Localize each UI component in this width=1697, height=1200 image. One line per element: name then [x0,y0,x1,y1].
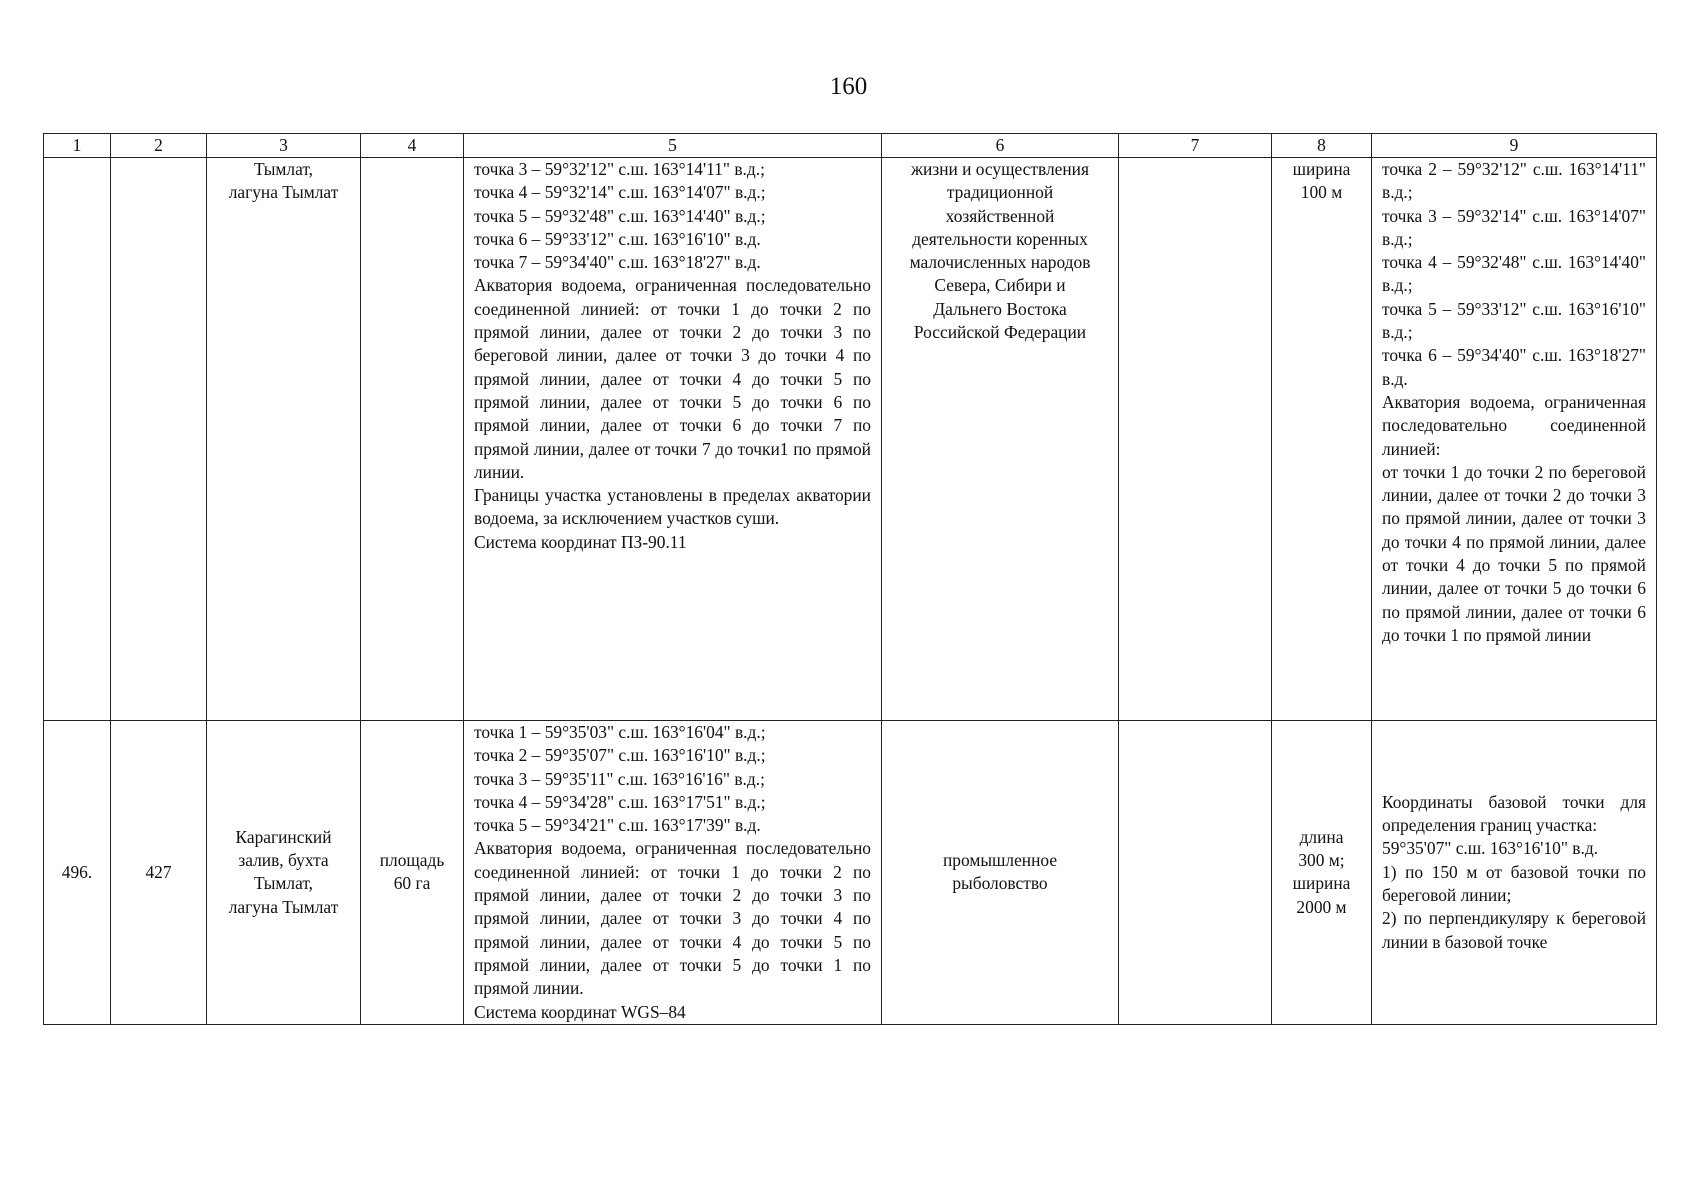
page-number: 160 [829,73,868,100]
boundary-description: Акватория водоема, ограниченная последовательно соединенной линией: [1382,391,1646,459]
boundary-coordinates-cell [464,158,882,721]
boundary-description: Акватория водоема, ограниченная последовательно соединенной линией: от точки 1 до точки 2 по прямой линии, далее от точки 2 до точки 3 по береговой линии, далее от точки 3 до точки 4 по прямой линии, далее от точки 4 до точки 5 по прямой линии, далее от точки 5 до точки 6 по прямой линии, далее от точки 6 до точки 7 по прямой линии, далее от точки 7 до точки1 по прямой линии. [474,275,871,482]
coordinate-point: точка 1 – 59°35'03" с.ш. 163°16'04" в.д.; [474,722,766,742]
row-number-cell: 496. [44,721,111,1025]
column-header-4: 4 [361,134,464,158]
table-row [44,721,1657,1025]
base-point-intro: Координаты базовой точки для определения границ участка: [1382,791,1646,836]
row-number-cell [44,158,111,721]
column-header-7: 7 [1119,134,1272,158]
coordinate-point: точка 5 – 59°33'12" с.ш. 163°16'10" в.д.; [1382,298,1646,343]
coordinate-system: Система координат WGS–84 [474,1001,686,1022]
column-header-3: 3 [207,134,361,158]
boundary-rule: 1) по 150 м от базовой точки по береговой линии; [1382,861,1646,906]
empty-cell [1119,721,1272,1025]
column-header-1: 1 [44,134,111,158]
purpose-cell: жизни и осуществления традиционной хозяйственной деятельности коренных малочисленных народов Севера, Сибири и Дальнего Востока Российской Федерации [882,158,1119,721]
boundary-description: от точки 1 до точки 2 по береговой линии, далее от точки 2 до точки 3 по прямой линии, далее от точки 3 до точки 4 по прямой линии, далее от точки 4 до точки 5 по прямой линии, далее от точки 5 до точки 6 по прямой линии, далее от точки 6 до точки 1 по прямой линии [1382,461,1646,645]
boundary-note: Границы участка установлены в пределах акватории водоема, за исключением участков суши. [474,485,871,529]
column-header-8: 8 [1272,134,1372,158]
column-header-2: 2 [111,134,207,158]
column-header-5: 5 [464,134,882,158]
coordinate-point: точка 4 – 59°34'28" с.ш. 163°17'51" в.д.; [474,791,766,812]
base-point-coordinates: 59°35'07" с.ш. 163°16'10" в.д. [1382,838,1599,859]
purpose-cell: промышленное рыболовство [882,721,1119,1025]
coordinate-point: точка 3 – 59°32'12" с.ш. 163°14'11" в.д.; [474,159,765,179]
boundary-coordinates-cell [464,721,882,1025]
coordinate-point: точка 2 – 59°35'07" с.ш. 163°16'10" в.д.; [474,745,766,766]
site-number-cell [111,158,207,721]
column-header-6: 6 [882,134,1119,158]
coordinate-point: точка 4 – 59°32'48" с.ш. 163°14'40" в.д.; [1382,252,1646,296]
dimensions-cell: ширина 100 м [1272,158,1372,721]
location-cell: Карагинский залив, бухта Тымлат, лагуна Тымлат [207,721,361,1025]
coordinate-point: точка 4 – 59°32'14" с.ш. 163°14'07" в.д.; [474,182,766,203]
column-header-9: 9 [1372,134,1657,158]
table-row [44,158,1657,721]
coordinate-point: точка 3 – 59°32'14" с.ш. 163°14'07" в.д.; [1382,205,1646,249]
site-boundaries-cell [1372,158,1657,721]
coordinate-point: точка 6 – 59°33'12" с.ш. 163°16'10" в.д. [474,228,761,249]
register-table [43,133,1657,1025]
empty-cell [1119,158,1272,721]
area-cell: площадь 60 га [361,721,464,1025]
coordinate-point: точка 7 – 59°34'40" с.ш. 163°18'27" в.д. [474,252,761,273]
location-cell: Тымлат, лагуна Тымлат [207,158,361,721]
area-cell [361,158,464,721]
coordinate-point: точка 5 – 59°32'48" с.ш. 163°14'40" в.д.; [474,205,766,226]
coordinate-system: Система координат ПЗ-90.11 [474,531,687,552]
site-number-cell: 427 [111,721,207,1025]
site-boundaries-cell [1372,721,1657,1025]
coordinate-point: точка 6 – 59°34'40" с.ш. 163°18'27" в.д. [1382,345,1646,389]
dimensions-cell: длина 300 м; ширина 2000 м [1272,721,1372,1025]
coordinate-point: точка 5 – 59°34'21" с.ш. 163°17'39" в.д. [474,815,761,836]
column-number-row [44,134,1657,158]
coordinate-point: точка 2 – 59°32'12" с.ш. 163°14'11" в.д.; [1382,159,1646,203]
boundary-description: Акватория водоема, ограниченная последовательно соединенной линией: от точки 1 до точки 2 по прямой линии, далее от точки 2 до точки 3 по прямой линии, далее от точки 3 до точки 4 по прямой линии, далее от точки 4 до точки 5 по прямой линии, далее от точки 5 до точки 1 по прямой линии. [474,838,871,999]
coordinate-point: точка 3 – 59°35'11" с.ш. 163°16'16" в.д.; [474,768,765,789]
boundary-rule: 2) по перпендикуляру к береговой линии в базовой точке [1382,908,1646,952]
